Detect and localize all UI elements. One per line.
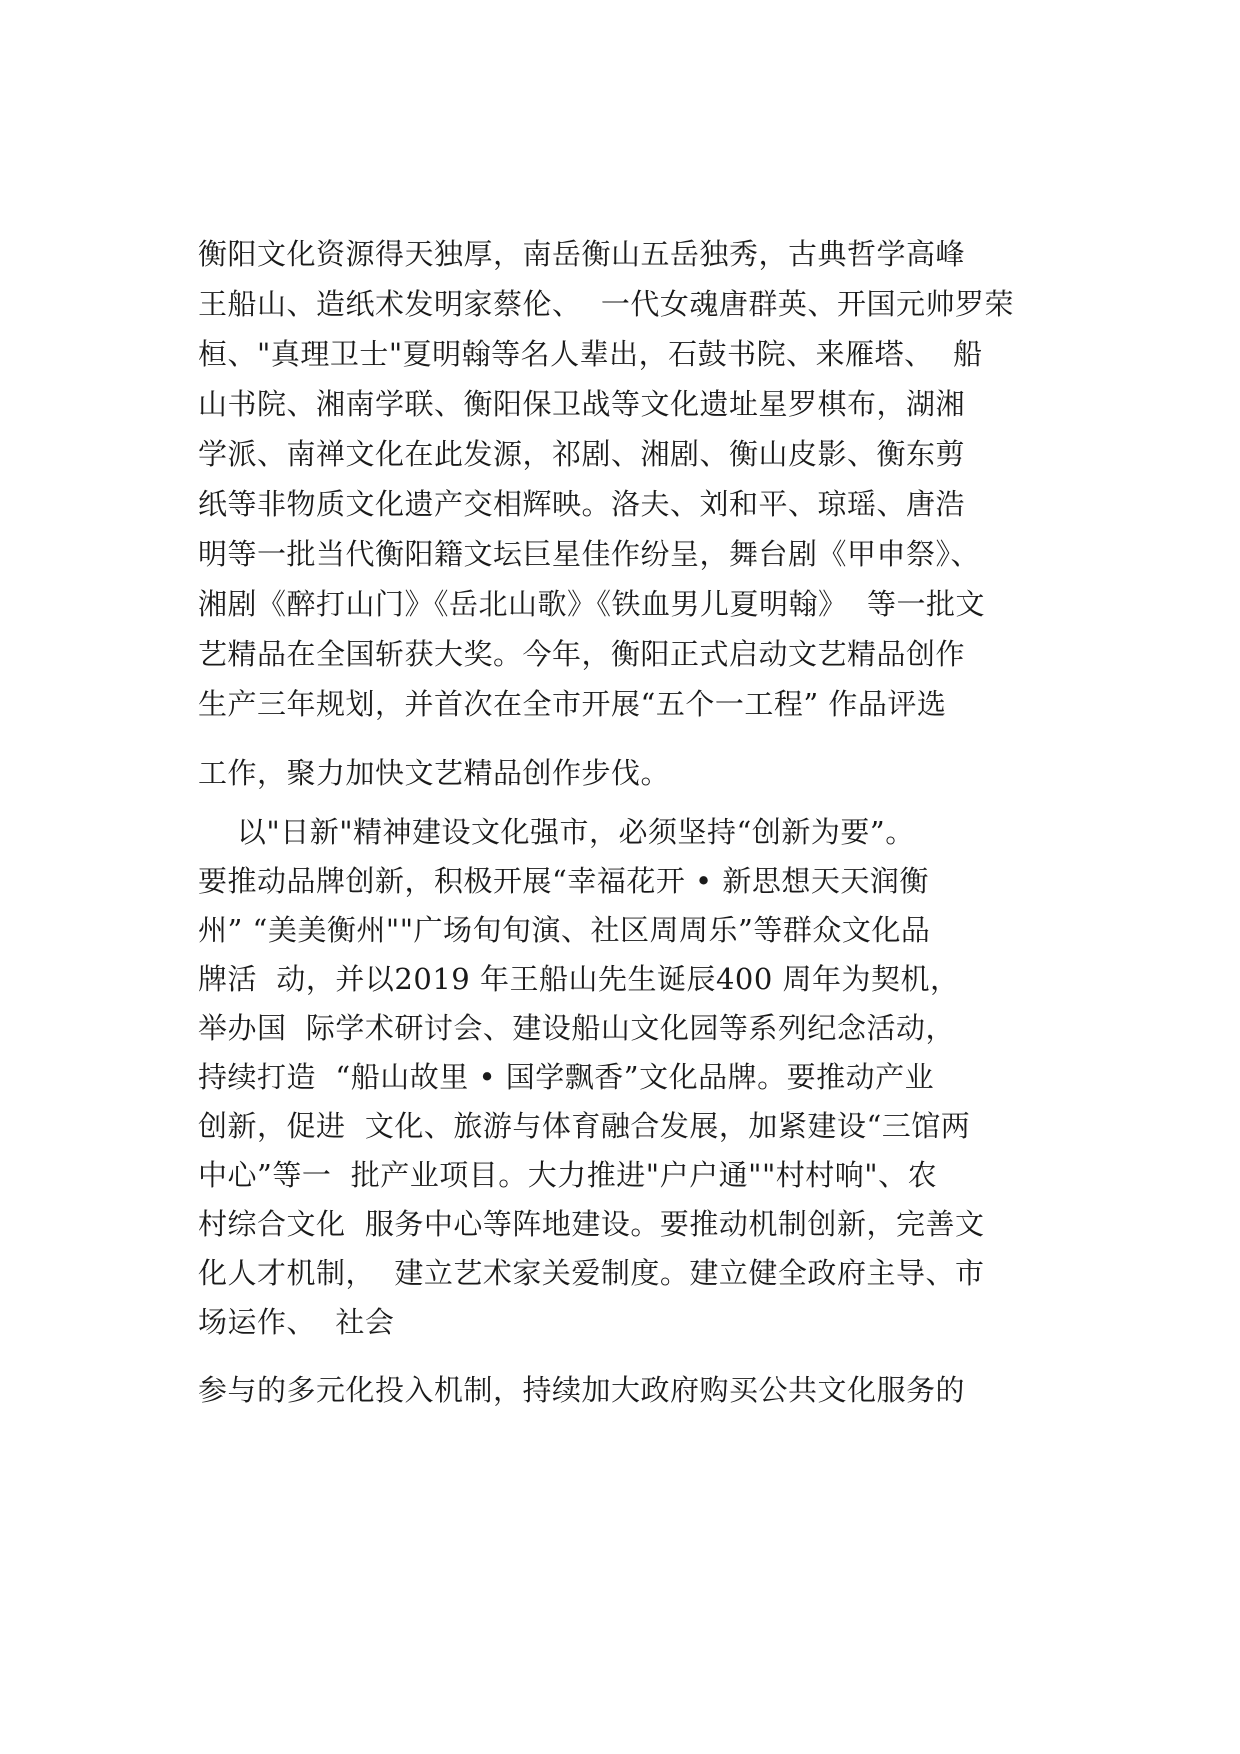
text-line: 山书院、湘南学联、衡阳保卫战等文化遗址星罗棋布，湖湘 — [198, 387, 966, 421]
text-line: 桓、"真理卫士"夏明翰等名人辈出，石鼓书院、来雁塔、 船 — [198, 337, 983, 371]
text-line: 衡阳文化资源得天独厚，南岳衡山五岳独秀，古典哲学高峰 — [198, 237, 966, 271]
text-line: 以"日新"精神建设文化强市，必须坚持“创新为要”。 — [198, 815, 915, 849]
text-line: 王船山、造纸术发明家蔡伦、 一代女魂唐群英、开国元帅罗荣 — [198, 287, 1014, 321]
text-line: 化人才机制， 建立艺术家关爱制度。建立健全政府主导、市 — [198, 1256, 985, 1290]
text-line: 持续打造 “船山故里 • 国学飘香”文化品牌。要推动产业 — [198, 1060, 935, 1094]
text-line: 举办国 际学术研讨会、建设船山文化园等系列纪念活动， — [198, 1011, 955, 1045]
text-line: 村综合文化 服务中心等阵地建设。要推动机制创新，完善文 — [198, 1207, 985, 1241]
text-line: 学派、南禅文化在此发源，祁剧、湘剧、衡山皮影、衡东剪 — [198, 437, 966, 471]
text-line: 生产三年规划，并首次在全市开展“五个一工程” 作品评选 — [198, 687, 947, 721]
text-line: 参与的多元化投入机制，持续加大政府购买公共文化服务的 — [198, 1373, 966, 1407]
text-line: 要推动品牌创新，积极开展“幸福花开 • 新思想天天润衡 — [198, 864, 929, 898]
text-line: 中心”等一 批产业项目。大力推进"户户通""村村响"、农 — [198, 1158, 938, 1192]
text-line: 艺精品在全国斩获大奖。今年，衡阳正式启动文艺精品创作 — [198, 637, 966, 671]
text-line: 明等一批当代衡阳籍文坛巨星佳作纷呈，舞台剧《甲申祭》、 — [198, 537, 981, 571]
text-line: 湘剧《醉打山门》《岳北山歌》《铁血男儿夏明翰》 等一批文 — [198, 587, 985, 621]
text-line: 场运作、 社会 — [198, 1305, 395, 1339]
text-line: 工作，聚力加快文艺精品创作步伐。 — [198, 756, 671, 790]
text-line: 创新，促进 文化、旅游与体育融合发展，加紧建设“三馆两 — [198, 1109, 971, 1143]
text-line: 州” “美美衡州""广场旬旬演、社区周周乐”等群众文化品 — [198, 913, 931, 947]
text-line: 纸等非物质文化遗产交相辉映。洛夫、刘和平、琼瑶、唐浩 — [198, 487, 966, 521]
text-line: 牌活 动，并以2019 年王船山先生诞辰400 周年为契机， — [198, 962, 960, 996]
